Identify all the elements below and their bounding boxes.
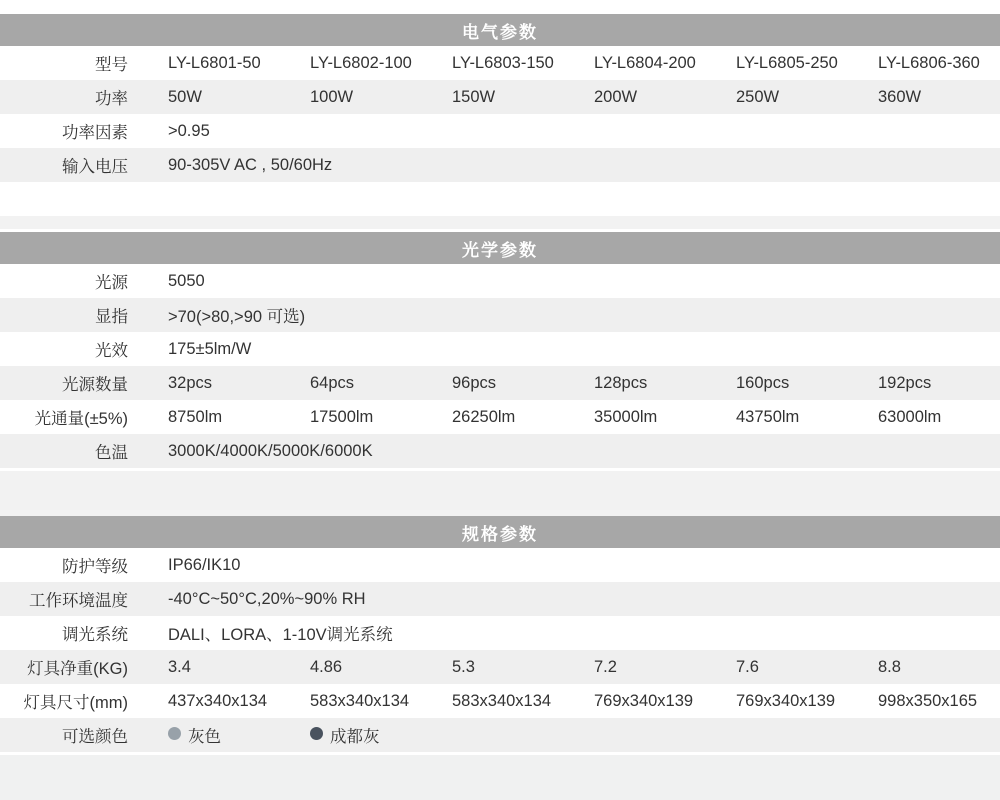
row-value: LY-L6801-50 (168, 53, 261, 72)
table-row (0, 548, 1000, 582)
row-value: 5050 (168, 271, 205, 290)
row-value: 4.86 (310, 657, 343, 676)
row-value: 360W (878, 87, 922, 106)
row-value: 3.4 (168, 657, 191, 676)
row-value: 437x340x134 (168, 691, 268, 710)
row-value: 17500lm (310, 407, 374, 426)
color-swatch-dot (310, 727, 323, 740)
color-option (290, 723, 432, 747)
row-value: 769x340x139 (594, 691, 694, 710)
top-margin (0, 0, 1000, 14)
row-label: 功率因素 (62, 124, 128, 142)
row-value: 128pcs (594, 373, 648, 392)
row-value: LY-L6802-100 (310, 53, 412, 72)
row-value: 250W (736, 87, 780, 106)
table-row (0, 264, 1000, 298)
section-gap-band (0, 216, 1000, 229)
table-row (0, 366, 1000, 400)
row-value: >70(>80,>90 可选) (168, 308, 306, 326)
row-label: 可选颜色 (62, 728, 128, 746)
color-option (148, 723, 290, 747)
row-value: 8750lm (168, 407, 223, 426)
row-value: LY-L6806-360 (878, 53, 980, 72)
row-value: 192pcs (878, 373, 932, 392)
page-footer (0, 755, 1000, 800)
row-value: 8.8 (878, 657, 901, 676)
color-option-label: 成都灰 (330, 728, 380, 746)
row-value: 769x340x139 (736, 691, 836, 710)
row-label: 光源数量 (62, 376, 128, 394)
row-label: 功率 (95, 90, 128, 108)
table-row (0, 434, 1000, 468)
row-value: 175±5lm/W (168, 339, 252, 358)
table-row (0, 650, 1000, 684)
table-row (0, 684, 1000, 718)
row-label: 色温 (95, 444, 128, 462)
row-label: 输入电压 (62, 158, 128, 176)
row-value: 200W (594, 87, 638, 106)
row-label: 灯具尺寸(mm) (23, 694, 128, 712)
row-value: 50W (168, 87, 202, 106)
row-label: 工作环境温度 (29, 592, 128, 610)
row-value: 998x350x165 (878, 691, 978, 710)
row-value: LY-L6805-250 (736, 53, 838, 72)
table-row (0, 298, 1000, 332)
section-gap-band (0, 471, 1000, 516)
table-row (0, 80, 1000, 114)
row-value: >0.95 (168, 121, 210, 140)
row-value: 7.2 (594, 657, 617, 676)
row-value: 7.6 (736, 657, 759, 676)
row-value: 26250lm (452, 407, 516, 426)
row-value: LY-L6803-150 (452, 53, 554, 72)
section-header: 电气参数 (0, 14, 1000, 46)
row-value: IP66/IK10 (168, 555, 241, 574)
row-label: 光通量(±5%) (34, 410, 128, 428)
row-value: 43750lm (736, 407, 800, 426)
table-row (0, 148, 1000, 182)
row-value: 583x340x134 (310, 691, 410, 710)
section-gap (0, 182, 1000, 216)
row-value: 5.3 (452, 657, 475, 676)
row-value: 150W (452, 87, 496, 106)
row-value: 3000K/4000K/5000K/6000K (168, 441, 373, 460)
table-row (0, 616, 1000, 650)
row-value: 64pcs (310, 373, 355, 392)
color-option-label: 灰色 (188, 728, 221, 746)
row-label: 型号 (95, 56, 128, 74)
spec-sections (0, 14, 1000, 752)
row-label: 灯具净重(KG) (27, 660, 128, 678)
row-label: 显指 (95, 308, 128, 326)
color-swatch-dot (168, 727, 181, 740)
row-label: 防护等级 (62, 558, 128, 576)
row-value: 90-305V AC , 50/60Hz (168, 155, 333, 174)
row-value: 100W (310, 87, 354, 106)
row-value: 160pcs (736, 373, 790, 392)
table-row (0, 400, 1000, 434)
row-value: LY-L6804-200 (594, 53, 696, 72)
row-value: 35000lm (594, 407, 658, 426)
row-value: 96pcs (452, 373, 497, 392)
row-value: DALI、LORA、1-10V调光系统 (168, 626, 393, 644)
row-value: 63000lm (878, 407, 942, 426)
row-label: 光效 (95, 342, 128, 360)
table-row (0, 582, 1000, 616)
row-label: 调光系统 (62, 626, 128, 644)
table-row (0, 332, 1000, 366)
section-header: 规格参数 (0, 516, 1000, 548)
table-row (0, 718, 1000, 752)
row-value: 32pcs (168, 373, 213, 392)
row-value: -40°C~50°C,20%~90% RH (168, 589, 366, 608)
row-value: 583x340x134 (452, 691, 552, 710)
section-header: 光学参数 (0, 232, 1000, 264)
row-label: 光源 (95, 274, 128, 292)
table-row (0, 46, 1000, 80)
table-row (0, 114, 1000, 148)
